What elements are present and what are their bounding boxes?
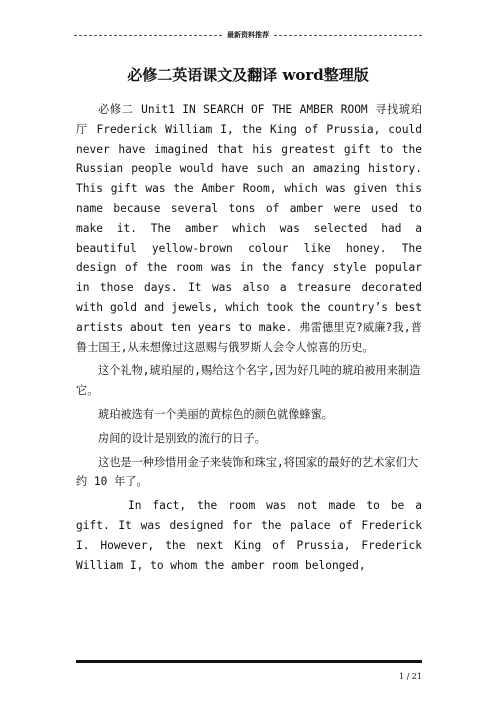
paragraph-4: 房间的设计是别致的流行的日子。 (98, 431, 266, 445)
document-title: 必修二英语课文及翻译 word整理版 (127, 66, 369, 84)
paragraph-3: 琥珀被选有一个美丽的黄棕色的颜色就像蜂蜜。 (98, 407, 333, 421)
header-label: 最新资料推荐 (0, 30, 496, 40)
paragraph-5: 这也是一种珍惜用金子来装饰和珠宝,将国家的最好的艺术家们大约 10 年了。 (76, 455, 418, 489)
paragraph-2: 这个礼物,琥珀屋的,赐给这个名字,因为好几吨的琥珀被用来制造它。 (76, 364, 421, 398)
paragraph-1: 必修二 Unit1 IN SEARCH OF THE AMBER ROOM 寻找琥珀厅 Frederick William I, the King of Prussia, could never have imagined that his greatest gift to the Russian people would have such an amazing history. This gift was the Amber Room, which was given this name because several tons of amber were used to make it. The amber which was selected had a beautiful yellow-brown colour like honey. The design of the room was in the fancy style popular in those days. It was also a treasure decorated with gold and jewels, which took the country’s best artists about ten years to make. 弗雷德里克?威廉?我,普鲁士国王,从未想像过这恩赐与俄罗斯人会令人惊喜的历史。 (76, 103, 422, 354)
page-number: 1 / 21 (398, 672, 422, 681)
paragraph-6: In fact, the room was not made to be a gift. It was designed for the palace of Frederick I. However, the next King of Prussia, Frederick William I, to whom the amber room belonged, (76, 499, 422, 572)
footer-rule (76, 660, 422, 663)
document-body (76, 100, 422, 579)
